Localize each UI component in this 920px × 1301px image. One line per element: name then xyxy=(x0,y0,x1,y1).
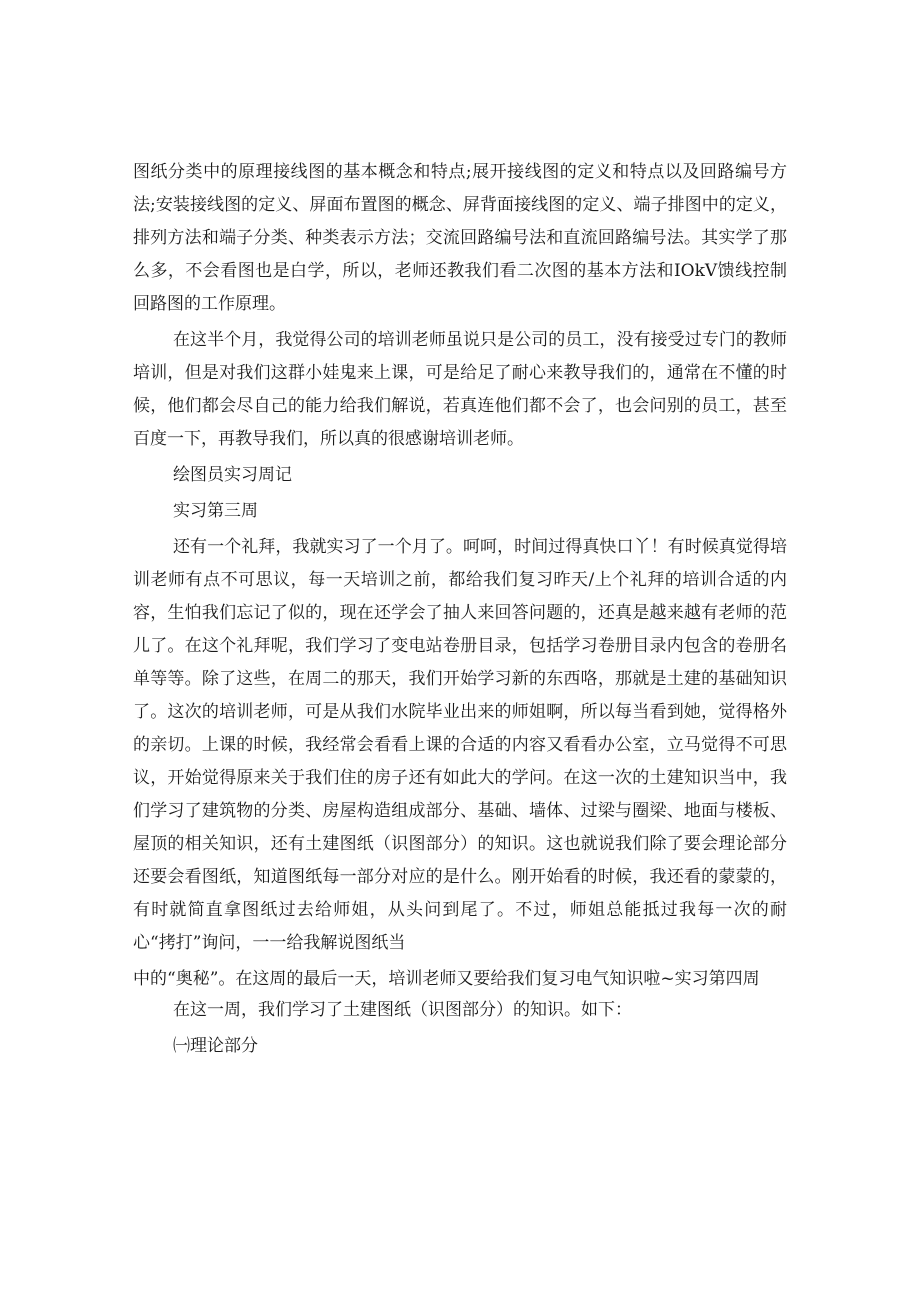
section-title-theory: ㈠理论部分 xyxy=(173,1036,258,1056)
paragraph-drawing-classification: 图纸分类中的原理接线图的基本概念和特点;展开接线图的定义和特点以及回路编号方法;安装接线图的定义、屏面布置图的概念、屏背面接线图的定义、端子排图中的定义，排列方法和端子分类、种类表示方法；交流回路编号法和直流回路编号法。其实学了那么多，不会看图也是白学，所以，老师还教我们看二次图的基本方法和IOkV馈线控制回路图的工作原理。 xyxy=(133,162,787,314)
paragraph-week-three-ending: 中的“奥秘”。在这周的最后一天，培训老师又要给我们复习电气知识啦~实习第四周 xyxy=(133,969,760,989)
section-title-week-three: 实习第三周 xyxy=(173,501,258,521)
section-title-weekly-journal: 绘图员实习周记 xyxy=(173,465,292,485)
paragraph-week-three-content: 还有一个礼拜，我就实习了一个月了。呵呵，时间过得真快口丫！有时候真觉得培训老师有点不可思议，每一天培训之前，都给我们复习昨天/上个礼拜的培训合适的内容，生怕我们忘记了似的，现在还学会了抽人来回答问题的，还真是越来越有老师的范儿了。在这个礼拜呢，我们学习了变电站卷册目录，包括学习卷册目录内包含的卷册名单等等。除了这些，在周二的那天，我们开始学习新的东西咯，那就是土建的基础知识了。这次的培训老师，可是从我们水院毕业出来的师姐啊，所以每当看到她，觉得格外的亲切。上课的时候，我经常会看看上课的合适的内容又看看办公室，立马觉得不可思议，开始觉得原来关于我们住的房子还有如此大的学问。在这一次的土建知识当中，我们学习了建筑物的分类、房屋构造组成部分、基础、墙体、过梁与圈梁、地面与楼板、屋顶的相关知识，还有土建图纸（识图部分）的知识。这也就说我们除了要会理论部分还要会看图纸，知道图纸每一部分对应的是什么。刚开始看的时候，我还看的蒙蒙的，有时就简直拿图纸过去给师姐，从头问到尾了。不过，师姐总能抵过我每一次的耐心“拷打”询问，一一给我解说图纸当 xyxy=(133,537,787,953)
paragraph-week-four-intro: 在这一周，我们学习了土建图纸（识图部分）的知识。如下： xyxy=(173,1000,632,1020)
document-body xyxy=(133,156,787,1063)
paragraph-training-teachers: 在这半个月，我觉得公司的培训老师虽说只是公司的员工，没有接受过专门的教师培训，但是对我们这群小娃鬼来上课，可是给足了耐心来教导我们的，通常在不懂的时候，他们都会尽自己的能力给我们解说，若真连他们都不会了，也会问别的员工，甚至百度一下，再教导我们，所以真的很感谢培训老师。 xyxy=(133,330,787,449)
